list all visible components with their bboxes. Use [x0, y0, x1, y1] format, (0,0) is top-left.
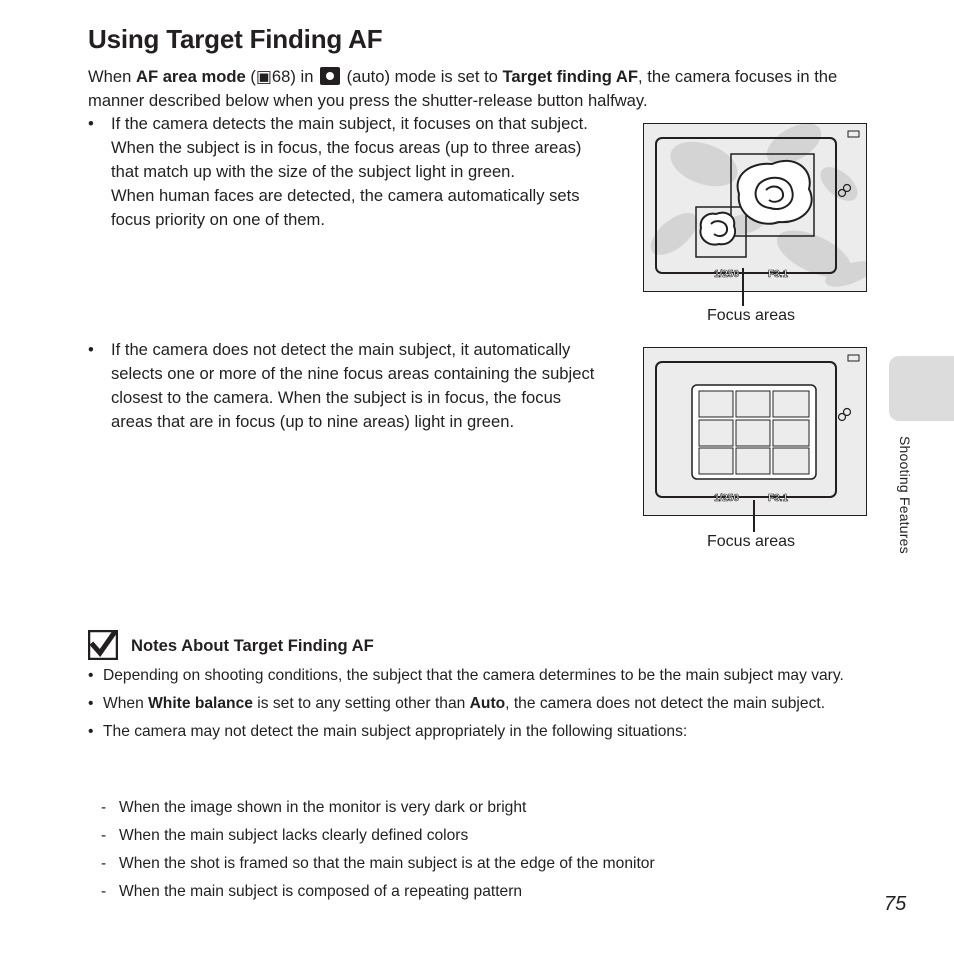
- shutter-speed-readout: 1/250: [714, 269, 740, 280]
- note-item: [88, 664, 878, 688]
- section-tab: [889, 356, 954, 421]
- intro-text: , the camera focuses in the manner described below when you press the shutter-release button halfway.: [88, 67, 838, 110]
- bullet-dot: •: [88, 667, 94, 684]
- book-reference-icon: ▣: [255, 67, 272, 86]
- aperture-readout: F3.1: [768, 493, 789, 504]
- target-finding-af-term: Target finding AF: [502, 67, 639, 86]
- sub-item-text: When the main subject lacks clearly defined colors: [119, 827, 469, 844]
- monitor-screen-nine-areas: [643, 347, 867, 516]
- page-title: Using Target Finding AF: [88, 24, 383, 54]
- bullet-text: If the camera detects the main subject, it focuses on that subject. When the subject is in focus, the focus areas (up to three areas) that match up with the size of the subject light in green.: [111, 114, 588, 181]
- notes-list: [88, 664, 878, 748]
- auto-term: Auto: [469, 695, 506, 712]
- bullet-dot: •: [88, 114, 94, 133]
- note-text: The camera may not detect the main subject appropriately in the following situations:: [103, 723, 688, 740]
- bullet-main-subject-not-detected: [88, 338, 598, 434]
- intro-text: (: [245, 67, 256, 86]
- aperture-readout: F3.1: [768, 269, 789, 280]
- camera-auto-mode-icon: [320, 67, 340, 85]
- note-text: , the camera does not detect the main subject.: [505, 695, 826, 712]
- sub-item-text: When the shot is framed so that the main subject is at the edge of the monitor: [119, 855, 655, 872]
- checkmark-note-icon: [88, 630, 118, 660]
- bullet-dot: •: [88, 695, 94, 712]
- page-number: 75: [884, 893, 907, 915]
- note-item: [88, 692, 878, 716]
- note-text: When: [103, 695, 149, 712]
- page-reference: 68) in: [271, 67, 319, 86]
- bullet-dot: •: [88, 723, 94, 740]
- note-item: [88, 720, 878, 744]
- af-area-mode-term: AF area mode: [135, 67, 246, 86]
- callout-leader-line: [742, 268, 744, 306]
- bullet-main-subject-detected: [88, 112, 613, 232]
- focus-areas-callout-1: Focus areas: [707, 307, 796, 324]
- monitor-illustration: [644, 124, 866, 291]
- bullet-dot: •: [88, 340, 94, 359]
- sub-item-text: When the image shown in the monitor is very dark or bright: [119, 799, 527, 816]
- intro-text: (auto) mode is set to: [342, 67, 503, 86]
- shutter-speed-readout: 1/250: [714, 493, 740, 504]
- white-balance-term: White balance: [148, 695, 253, 712]
- sub-item-text: When the main subject is composed of a repeating pattern: [119, 883, 523, 900]
- monitor-illustration: [644, 348, 866, 515]
- focus-areas-callout-2: Focus areas: [707, 533, 796, 550]
- monitor-screen-subject-detected: [643, 123, 867, 292]
- sub-item: - When the main subject lacks clearly defined colors: [101, 827, 469, 844]
- note-text: Depending on shooting conditions, the subject that the camera determines to be the main subject may vary.: [103, 667, 844, 684]
- bullet-text: If the camera does not detect the main subject, it automatically selects one or more of the nine focus areas containing the subject closest to the camera. When the subject is in focus, the focus areas that are in focus (up to nine areas) light in green.: [111, 340, 595, 431]
- section-label: Shooting Features: [897, 436, 913, 554]
- bullet-text: When human faces are detected, the camera automatically sets focus priority on one of them.: [111, 186, 580, 229]
- sub-item: - When the main subject is composed of a repeating pattern: [101, 883, 523, 900]
- sub-item: - When the shot is framed so that the main subject is at the edge of the monitor: [101, 855, 655, 872]
- notes-heading: Notes About Target Finding AF: [131, 636, 374, 655]
- intro-paragraph: [88, 65, 868, 113]
- callout-leader-line: [753, 500, 755, 532]
- note-text: is set to any setting other than: [252, 695, 470, 712]
- sub-item: - When the image shown in the monitor is very dark or bright: [101, 799, 527, 816]
- intro-text: When: [88, 67, 136, 86]
